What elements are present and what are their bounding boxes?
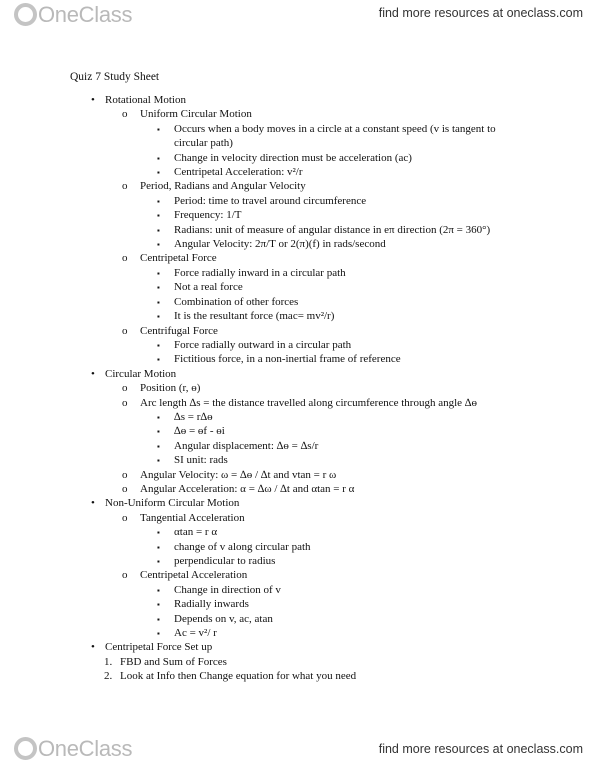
bullet-marker: o	[122, 468, 128, 481]
outline-item-text: Angular Velocity: 2π/T or 2(π)(f) in rads/second	[174, 238, 386, 251]
outline-item	[70, 107, 580, 121]
outline-item	[70, 540, 580, 554]
footer-tagline[interactable]: find more resources at oneclass.com	[378, 742, 583, 756]
outline-item-text: Tangential Acceleration	[140, 511, 245, 524]
bullet-marker: o	[122, 108, 128, 121]
bullet-marker: o	[122, 396, 128, 409]
outline-item-text: Rotational Motion	[105, 94, 186, 106]
outline-item-text: Combination of other forces	[174, 295, 299, 308]
outline-item	[70, 338, 580, 352]
outline-item-text: Centrifugal Force	[140, 324, 218, 337]
outline-item	[70, 122, 580, 136]
outline-item-text: change of v along circular path	[174, 540, 311, 553]
outline-item-text: Arc length ∆s = the distance travelled along circumference through angle ∆ө	[140, 396, 478, 409]
header-tagline[interactable]: find more resources at oneclass.com	[378, 6, 583, 20]
oneclass-logo-footer[interactable]	[14, 736, 132, 762]
bullet-marker: ▪	[157, 211, 160, 221]
bullet-marker: o	[122, 324, 128, 337]
bullet-marker: ▪	[157, 528, 160, 538]
bullet-marker: ▪	[157, 196, 160, 206]
outline-item	[70, 482, 580, 496]
outline-item-text: Angular displacement: ∆ө = ∆s/r	[174, 439, 319, 452]
bullet-marker: o	[122, 511, 128, 524]
bullet-marker: •	[91, 497, 95, 510]
outline-item-text: Non-Uniform Circular Motion	[105, 497, 240, 510]
outline-item-text: Period: time to travel around circumference	[174, 194, 367, 207]
outline-item	[70, 424, 580, 438]
bullet-marker: ▪	[157, 585, 160, 595]
outline-item	[70, 381, 580, 395]
outline-item	[70, 583, 580, 597]
outline-item	[70, 266, 580, 280]
outline-item	[70, 352, 580, 366]
bullet-marker: ▪	[157, 268, 160, 278]
bullet-marker: o	[122, 482, 128, 495]
outline-item	[70, 151, 580, 165]
outline-item-text: Depends on v, ac, atan	[174, 612, 273, 625]
bullet-marker: ▪	[157, 557, 160, 566]
outline-item	[70, 568, 580, 582]
outline-item	[70, 640, 580, 654]
outline-item-text: It is the resultant force (mac= mv²/r)	[174, 310, 335, 323]
document-title: Quiz 7 Study Sheet	[70, 71, 160, 83]
outline-item	[70, 324, 580, 338]
bullet-marker: •	[91, 367, 95, 380]
bullet-marker: ▪	[157, 456, 160, 466]
outline-item	[70, 496, 580, 510]
bullet-marker: •	[91, 94, 95, 106]
study-sheet	[70, 70, 580, 684]
page-header	[0, 0, 595, 40]
outline-item-text: Centripetal Force	[140, 252, 217, 265]
bullet-marker: ▪	[157, 225, 160, 235]
outline-item-text: Angular Velocity: ω = ∆ө / ∆t and vtan = r ω	[140, 468, 337, 481]
outline-item	[70, 280, 580, 294]
outline-item	[70, 511, 580, 525]
logo-ring-icon	[14, 3, 37, 26]
outline-item	[70, 165, 580, 179]
outline-item-text: Position (r, ө)	[140, 382, 201, 395]
outline-item-text: Centripetal Force Set up	[105, 641, 213, 654]
outline-item	[70, 626, 580, 640]
outline-item	[70, 194, 580, 208]
bullet-marker: ▪	[157, 153, 160, 163]
outline-item-text: circular path)	[174, 137, 233, 150]
outline-item-text: FBD and Sum of Forces	[120, 655, 227, 668]
bullet-marker: ▪	[157, 600, 160, 610]
bullet-marker: ▪	[157, 614, 160, 624]
outline-list	[70, 93, 580, 684]
bullet-marker: o	[122, 569, 128, 582]
outline-item	[70, 179, 580, 193]
bullet-marker: ▪	[157, 297, 160, 307]
outline-item-text: Change in direction of v	[174, 583, 281, 596]
outline-item-text: Ac = v²/ r	[174, 627, 217, 640]
bullet-marker: ▪	[157, 283, 160, 293]
outline-item	[70, 453, 580, 467]
bullet-marker: ▪	[157, 355, 160, 365]
outline-item	[70, 612, 580, 626]
outline-item-text: Look at Info then Change equation for what you need	[120, 670, 357, 683]
outline-item	[70, 309, 580, 323]
outline-item	[70, 396, 580, 410]
outline-item-text: Force radially outward in a circular path	[174, 338, 352, 351]
outline-item-text: Centripetal Acceleration: v²/r	[174, 166, 303, 179]
outline-item	[70, 597, 580, 611]
bullet-marker: ▪	[157, 340, 160, 350]
outline-item	[70, 439, 580, 453]
page-footer	[0, 732, 595, 770]
outline-item	[70, 93, 580, 107]
bullet-marker: o	[122, 252, 128, 265]
outline-item-text: Frequency: 1/T	[174, 209, 242, 222]
outline-item-text: Radians: unit of measure of angular distance in eπ direction (2π = 360°)	[174, 223, 491, 236]
outline-item-text: Uniform Circular Motion	[140, 108, 252, 121]
logo-ring-icon	[14, 737, 37, 760]
outline-item-text: ∆ө = өf - өi	[174, 425, 225, 438]
outline-item	[70, 525, 580, 539]
bullet-marker: ▪	[157, 168, 160, 178]
outline-item-text: Force radially inward in a circular path	[174, 266, 346, 279]
bullet-marker: o	[122, 382, 128, 395]
oneclass-logo[interactable]	[14, 2, 132, 28]
outline-item-text: Not a real force	[174, 281, 243, 294]
bullet-marker: •	[91, 641, 95, 654]
outline-item-text: Radially inwards	[174, 598, 249, 611]
outline-item	[70, 237, 580, 251]
outline-item-text: Centripetal Acceleration	[140, 569, 248, 582]
outline-item-text: Circular Motion	[105, 367, 177, 380]
outline-item	[70, 468, 580, 482]
outline-item	[70, 669, 580, 683]
bullet-marker: 1.	[104, 655, 113, 668]
outline-item	[70, 410, 580, 424]
logo-text: OneClass	[38, 2, 133, 27]
outline-item	[70, 208, 580, 222]
bullet-marker: 2.	[104, 670, 113, 683]
outline-item-text: perpendicular to radius	[174, 555, 276, 567]
bullet-marker: ▪	[157, 629, 160, 639]
outline-item-text: Angular Acceleration: α = ∆ω / ∆t and αtan = r α	[140, 482, 355, 495]
bullet-marker: ▪	[157, 124, 160, 134]
outline-item-text: Fictitious force, in a non-inertial frame of reference	[174, 353, 401, 366]
logo-text: OneClass	[38, 736, 133, 761]
bullet-marker: ▪	[157, 240, 160, 250]
bullet-marker: ▪	[157, 412, 160, 422]
outline-item-text: Occurs when a body moves in a circle at a constant speed (v is tangent to	[174, 122, 496, 135]
outline-item	[70, 655, 580, 669]
bullet-marker: ▪	[157, 312, 160, 322]
outline-item	[70, 136, 580, 150]
bullet-marker: ▪	[157, 542, 160, 552]
bullet-marker: o	[122, 180, 128, 193]
outline-item-text: αtan = r α	[174, 526, 218, 539]
outline-item-text: SI unit: rads	[174, 454, 228, 467]
outline-item	[70, 554, 580, 568]
outline-item	[70, 367, 580, 381]
outline-item	[70, 223, 580, 237]
outline-item-text: Period, Radians and Angular Velocity	[140, 180, 306, 193]
bullet-marker: ▪	[157, 427, 160, 437]
outline-item-text: Change in velocity direction must be acceleration (ac)	[174, 151, 412, 164]
outline-item	[70, 251, 580, 265]
bullet-marker: ▪	[157, 441, 160, 451]
outline-item	[70, 295, 580, 309]
outline-item-text: ∆s = r∆ө	[174, 410, 213, 423]
